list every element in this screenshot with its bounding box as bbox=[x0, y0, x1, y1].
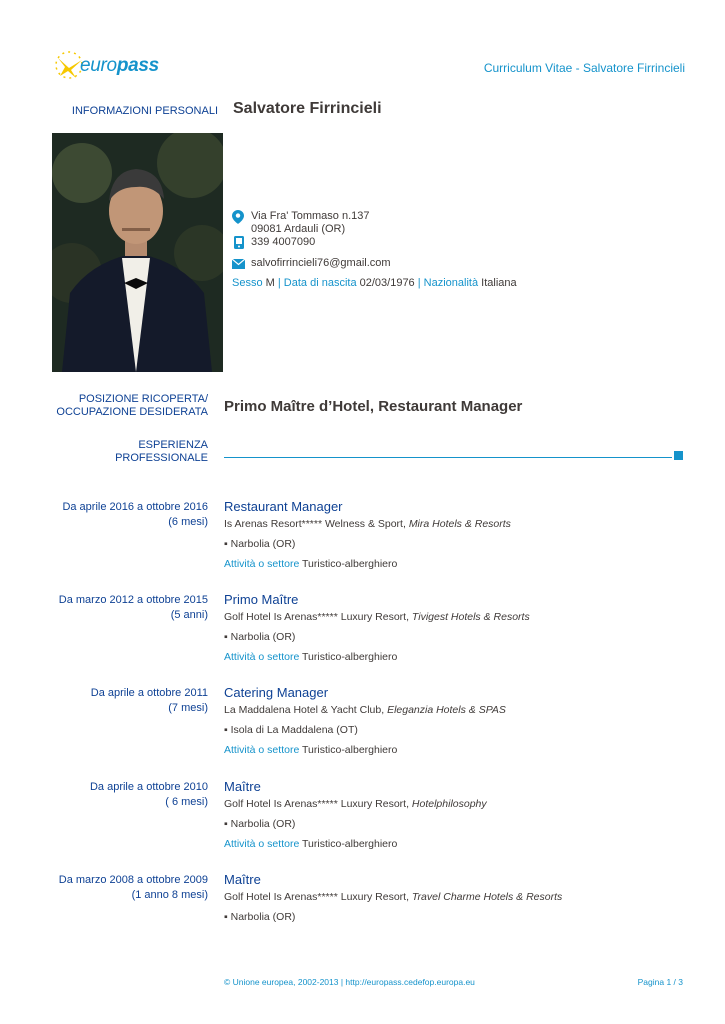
separator: | bbox=[277, 277, 281, 289]
cv-header-title: Curriculum Vitae - Salvatore Firrincieli bbox=[483, 61, 685, 75]
job-location: ▪ Isola di La Maddalena (OT) bbox=[224, 724, 358, 736]
profile-photo bbox=[52, 133, 223, 372]
job-location: ▪ Narbolia (OR) bbox=[224, 538, 296, 550]
job-employer: Golf Hotel Is Arenas***** Luxury Resort, Hotelphilosophy bbox=[224, 798, 487, 810]
separator: | bbox=[417, 277, 421, 289]
email-icon bbox=[232, 259, 245, 269]
job-sector: Attività o settore Turistico-alberghiero bbox=[224, 838, 398, 850]
position-label: POSIZIONE RICOPERTA/ OCCUPAZIONE DESIDERATA bbox=[56, 393, 208, 418]
job-title: Catering Manager bbox=[224, 685, 329, 700]
job-date: Da marzo 2008 a ottobre 2009 (1 anno 8 mesi) bbox=[58, 874, 208, 901]
position-title: Primo Maître d’Hotel, Restaurant Manager bbox=[224, 398, 523, 415]
phone-number: 339 4007090 bbox=[251, 236, 316, 248]
job-title: Maître bbox=[224, 779, 261, 794]
address-line2: 09081 Ardauli (OR) bbox=[251, 223, 346, 235]
job-date: Da marzo 2012 a ottobre 2015 (5 anni) bbox=[58, 594, 208, 621]
section-marker bbox=[674, 451, 683, 460]
nationality-label: Nazionalità bbox=[423, 277, 479, 289]
page-number: Pagina 1 / 3 bbox=[637, 977, 683, 987]
job-location: ▪ Narbolia (OR) bbox=[224, 911, 296, 923]
europass-logo-text: europass bbox=[80, 55, 159, 76]
job-title: Primo Maître bbox=[224, 592, 299, 607]
job-sector: Attività o settore Turistico-alberghiero bbox=[224, 558, 398, 570]
address-line1: Via Fra' Tommaso n.137 bbox=[251, 210, 370, 222]
job-title: Maître bbox=[224, 872, 261, 887]
job-location: ▪ Narbolia (OR) bbox=[224, 631, 296, 643]
footer-copyright[interactable]: © Unione europea, 2002-2013 | http://europass.cedefop.europa.eu bbox=[224, 977, 475, 987]
nationality-value: Italiana bbox=[481, 277, 517, 289]
job-sector: Attività o settore Turistico-alberghiero bbox=[224, 744, 398, 756]
person-name: Salvatore Firrincieli bbox=[233, 100, 382, 117]
experience-label: ESPERIENZA PROFESSIONALE bbox=[115, 439, 208, 464]
job-date: Da aprile 2016 a ottobre 2016 (6 mesi) bbox=[62, 501, 208, 528]
job-employer: Golf Hotel Is Arenas***** Luxury Resort, Travel Charme Hotels & Resorts bbox=[224, 891, 563, 903]
sex-value: M bbox=[265, 277, 275, 289]
job-sector: Attività o settore Turistico-alberghiero bbox=[224, 651, 398, 663]
job-date: Da aprile a ottobre 2010 ( 6 mesi) bbox=[89, 781, 208, 808]
personal-details-row bbox=[232, 277, 517, 290]
sex-label: Sesso bbox=[232, 277, 263, 289]
job-employer: Golf Hotel Is Arenas***** Luxury Resort, Tivigest Hotels & Resorts bbox=[224, 611, 530, 623]
location-pin-icon bbox=[232, 210, 244, 224]
birth-label: Data di nascita bbox=[283, 277, 357, 289]
section-divider bbox=[224, 457, 672, 458]
job-location: ▪ Narbolia (OR) bbox=[224, 818, 296, 830]
job-date: Da aprile a ottobre 2011 (7 mesi) bbox=[90, 687, 208, 714]
job-employer: Is Arenas Resort***** Welness & Sport, Mira Hotels & Resorts bbox=[224, 518, 511, 530]
job-employer: La Maddalena Hotel & Yacht Club, Eleganzia Hotels & SPAS bbox=[224, 704, 506, 716]
personal-info-label: INFORMAZIONI PERSONALI bbox=[71, 105, 218, 117]
mobile-phone-icon bbox=[234, 236, 244, 249]
birth-value: 02/03/1976 bbox=[359, 277, 415, 289]
email-address[interactable]: salvofirrincieli76@gmail.com bbox=[251, 257, 391, 269]
job-title: Restaurant Manager bbox=[224, 499, 343, 514]
